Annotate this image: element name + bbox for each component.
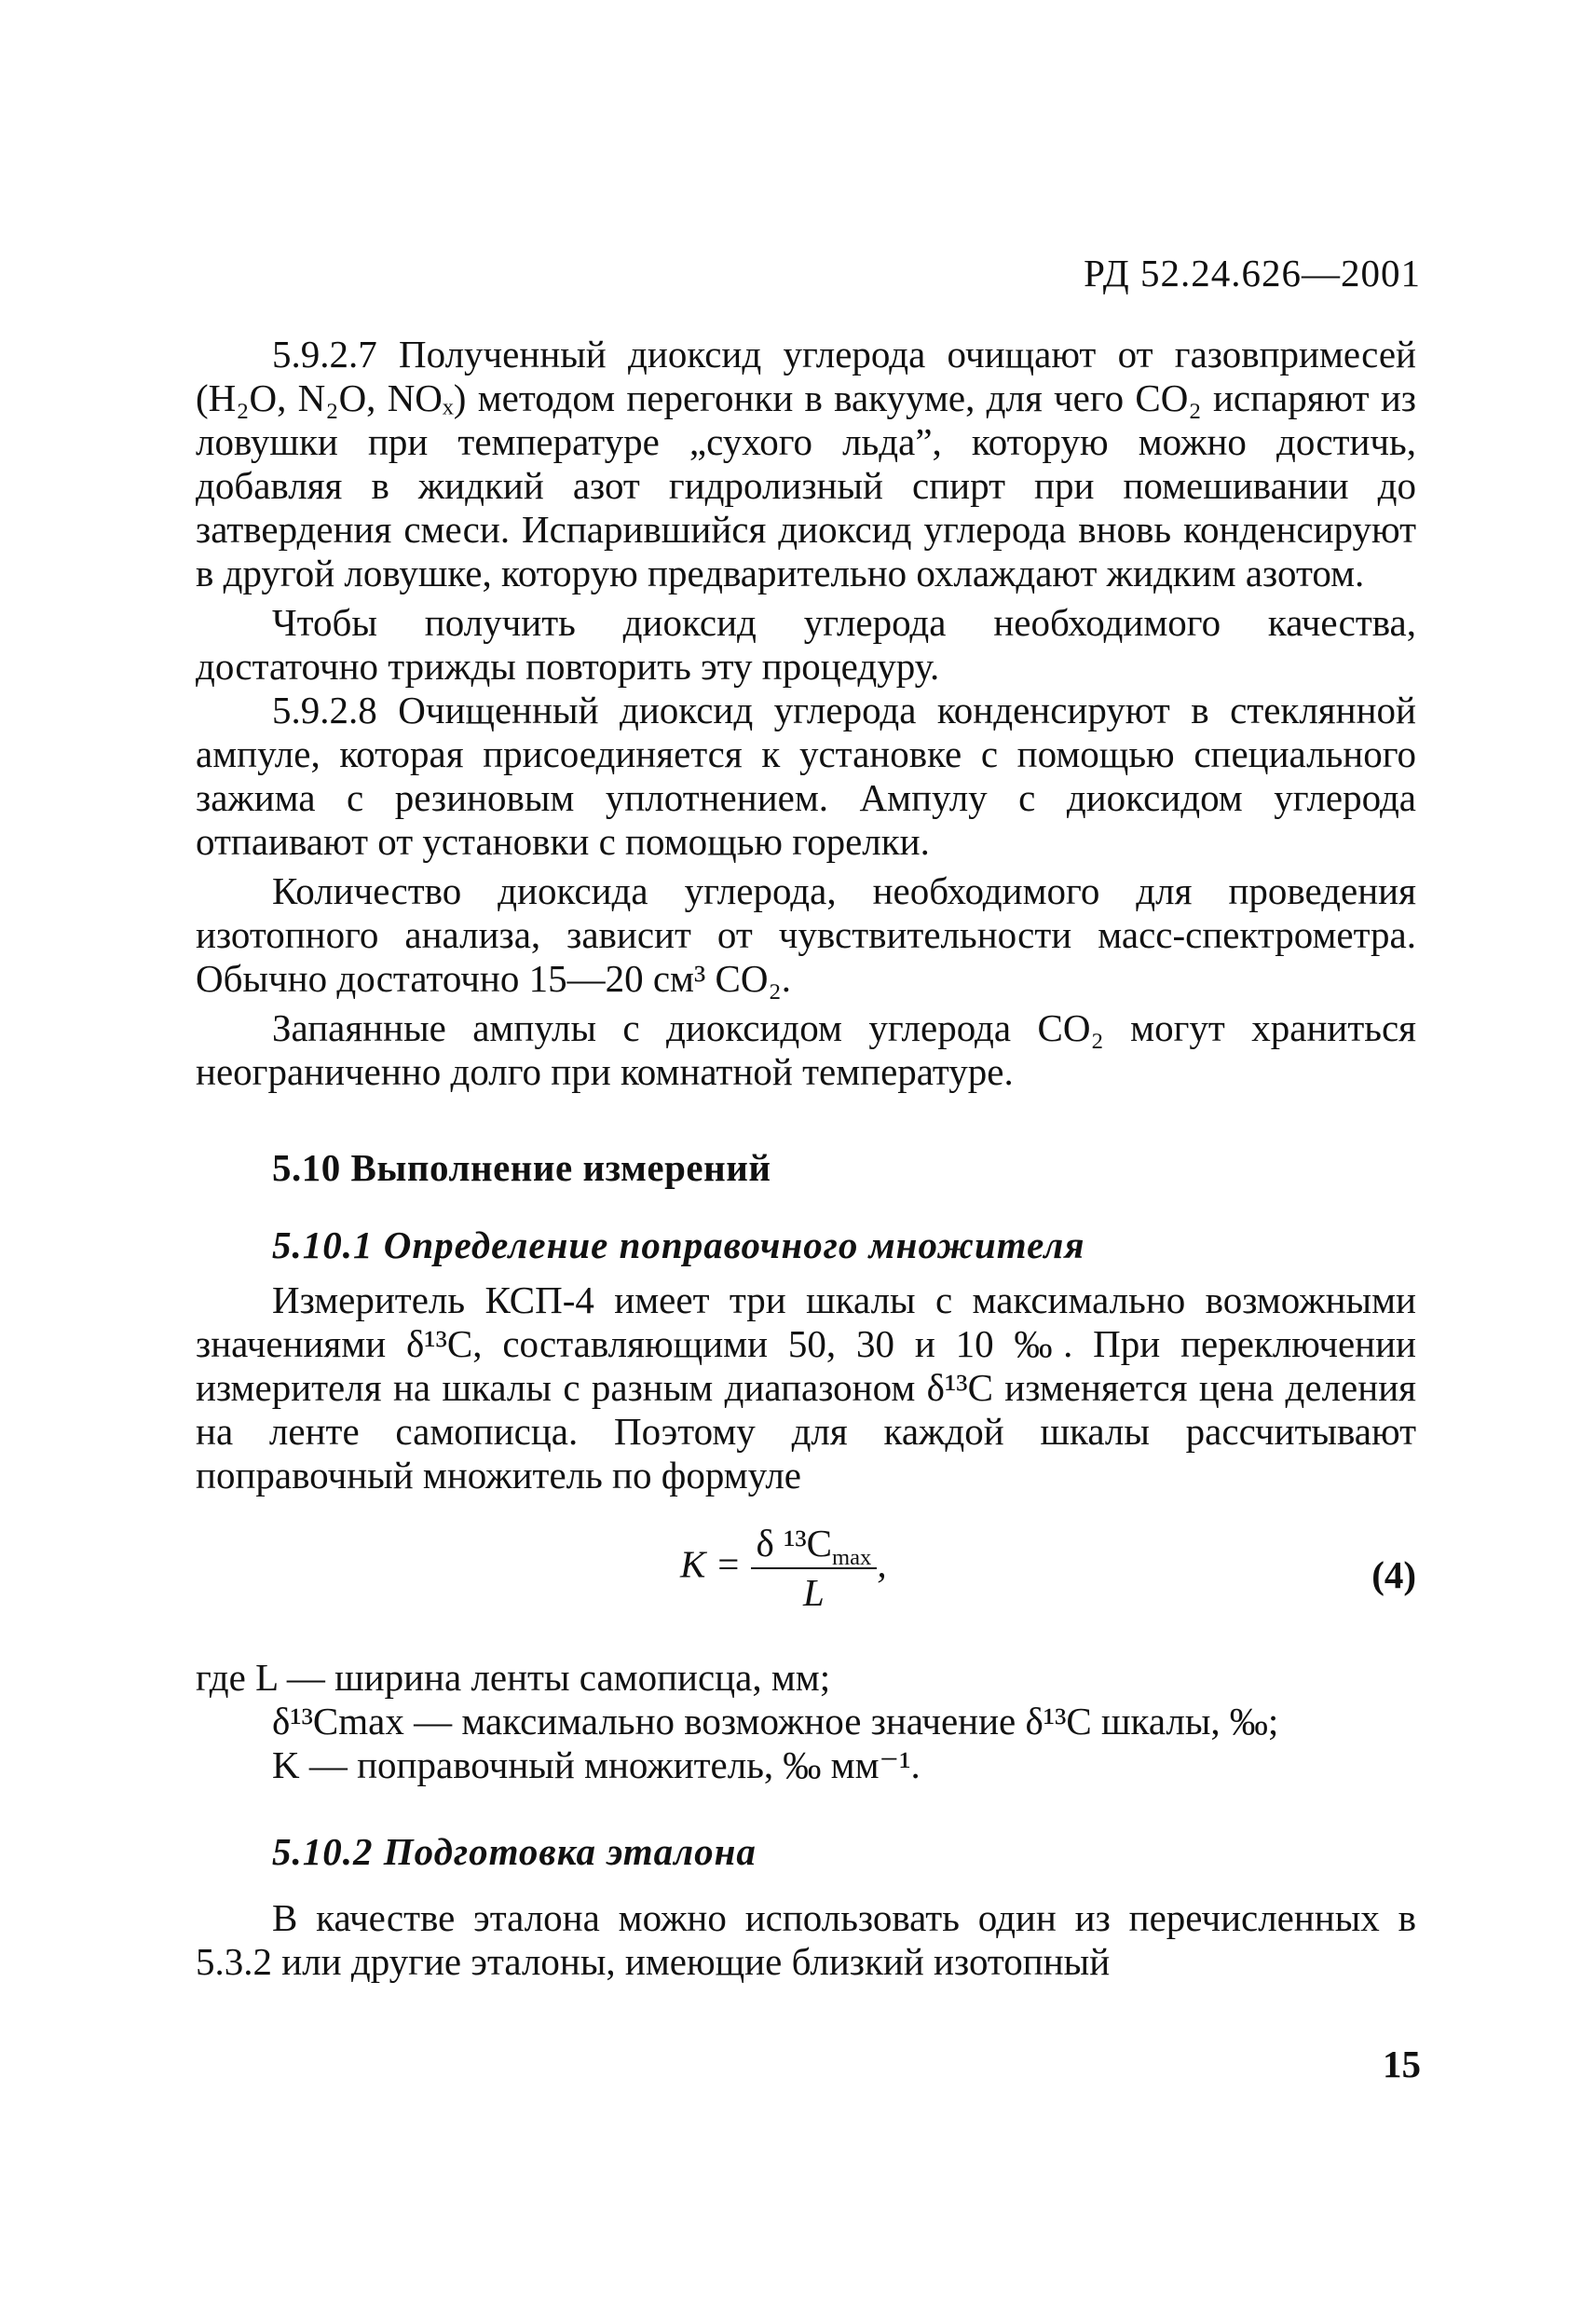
formula-numerator-subscript: max bbox=[832, 1545, 872, 1571]
formula-numerator bbox=[751, 1522, 878, 1569]
paragraph-5-9-2-8: 5.9.2.8 Очищенный диоксид углерода конденсируют в стеклянной ампуле, которая присоединяется к установке с помощью специального зажима с резиновым уплотнением. Ампулу с диоксидом углерода отпаивают от установки с помощью горелки. bbox=[196, 689, 1416, 863]
page-number: 15 bbox=[1383, 2043, 1421, 2085]
formula-lhs: K = bbox=[680, 1542, 742, 1586]
paragraph-repeat-procedure: Чтобы получить диоксид углерода необходимого качества, достаточно трижды повторить эту процедуру. bbox=[196, 601, 1416, 688]
document-header-id: РД 52.24.626—2001 bbox=[1084, 252, 1421, 294]
paragraph-co2-amount: Количество диоксида углерода, необходимого для проведения изотопного анализа, зависит от чувствительности масс-спектрометра. Обычно достаточно 15—20 см³ CO₂. bbox=[196, 869, 1416, 1000]
paragraph-5-9-2-7: 5.9.2.7 Полученный диоксид углерода очищают от газовпримесей (H₂O, N₂O, NOₓ) методом перегонки в вакууме, для чего CO₂ испаряют из ловушки при температуре „сухого льда”, которую можно достичь, добавляя в жидкий азот гидролизный спирт при помешивании до затвердения смеси. Испарившийся диоксид углерода вновь конденсируют в другой ловушке, которую предварительно охлаждают жидким азотом. bbox=[196, 333, 1416, 595]
legend-line-k: K — поправочный множитель, ‰ мм⁻¹. bbox=[272, 1743, 921, 1786]
formula-denominator: L bbox=[803, 1571, 825, 1614]
page-body bbox=[196, 333, 1416, 1984]
formula-expression bbox=[680, 1522, 887, 1615]
formula-numerator-text: δ ¹³C bbox=[756, 1522, 833, 1565]
paragraph-ampule-storage: Запаянные ампулы с диоксидом углерода CO₂ могут храниться неограниченно долго при комнатной температуре. bbox=[196, 1006, 1416, 1093]
subsection-heading-5-10-2: 5.10.2 Подготовка эталона bbox=[272, 1830, 757, 1873]
formula-4 bbox=[196, 1522, 1416, 1633]
formula-trailing-comma: , bbox=[877, 1542, 887, 1586]
section-heading-5-10: 5.10 Выполнение измерений bbox=[272, 1146, 771, 1189]
legend-line-l: где L — ширина ленты самописца, мм; bbox=[196, 1656, 831, 1699]
paragraph-5-10-1: Измеритель КСП-4 имеет три шкалы с максимально возможными значениями δ¹³C, составляющими 50, 30 и 10 ‰. При переключении измерителя на шкалы с разным диапазоном δ¹³C изменяется цена деления на ленте самописца. Поэтому для каждой шкалы рассчитывают поправочный множитель по формуле bbox=[196, 1278, 1416, 1497]
formula-fraction bbox=[751, 1522, 878, 1615]
subsection-heading-5-10-1: 5.10.1 Определение поправочного множителя bbox=[272, 1223, 1085, 1266]
paragraph-5-10-2: В качестве эталона можно использовать один из перечисленных в 5.3.2 или другие эталоны, имеющие близкий изотопный bbox=[196, 1896, 1416, 1983]
legend-line-delta: δ¹³Cmax — максимально возможное значение δ¹³C шкалы, ‰; bbox=[272, 1700, 1279, 1743]
formula-number: (4) bbox=[1371, 1553, 1416, 1596]
